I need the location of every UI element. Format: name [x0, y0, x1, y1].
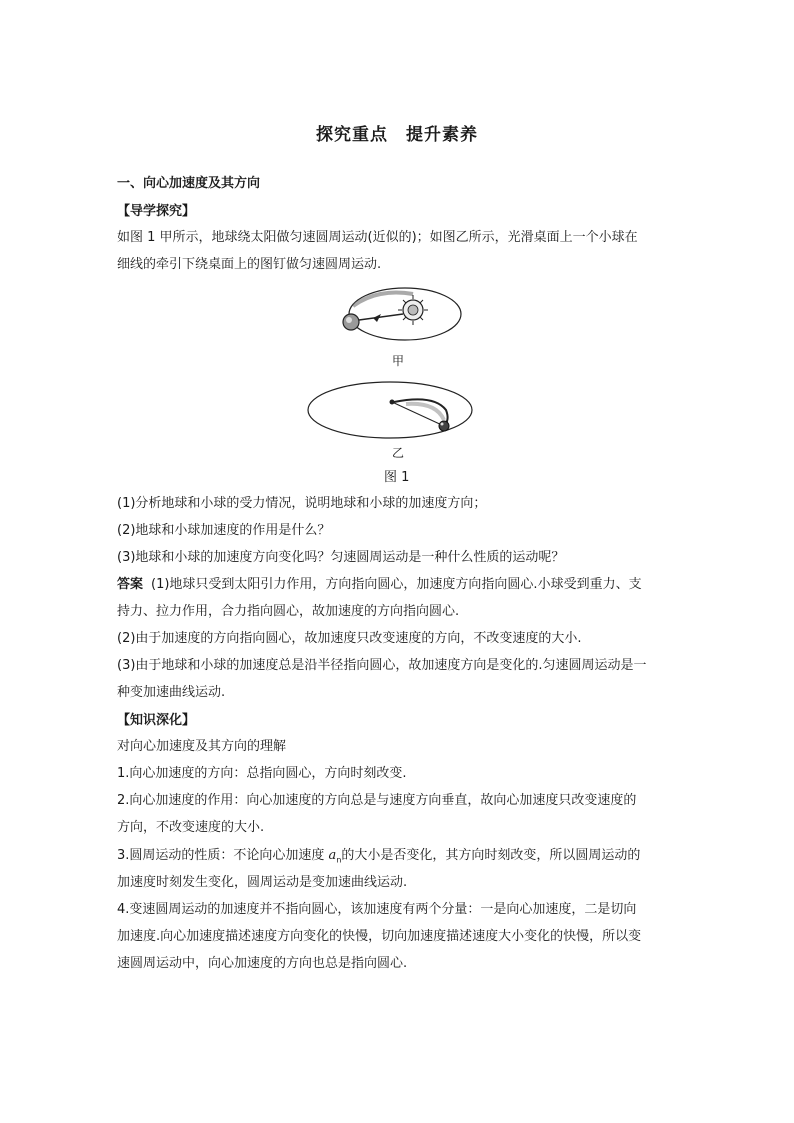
answer-line-2: 持力、拉力作用，合力指向圆心，故加速度的方向指向圆心. — [117, 604, 460, 619]
intro-line-1: 如图 1 甲所示，地球绕太阳做匀速圆周运动(近似的)；如图乙所示，光滑桌面上一个小球在 — [117, 230, 638, 245]
figure-ball-pin — [306, 380, 474, 440]
knowledge-p4-line-3: 速圆周运动中，向心加速度的方向也总是指向圆心. — [117, 956, 408, 971]
answer-text-1: (1)地球只受到太阳引力作用，方向指向圆心，加速度方向指向圆心.小球受到重力、支 — [151, 577, 642, 592]
figure-caption: 图 1 — [384, 470, 410, 485]
sun-icon — [398, 295, 428, 325]
question-1: (1)分析地球和小球的受力情况，说明地球和小球的加速度方向； — [117, 496, 487, 511]
guide-label: 【导学探究】 — [117, 204, 196, 219]
knowledge-p2-line-2: 方向，不改变速度的大小. — [117, 820, 265, 835]
earth-icon — [343, 314, 359, 330]
answer-line-3: (2)由于加速度的方向指向圆心，故加速度只改变速度的方向，不改变速度的大小. — [117, 631, 582, 646]
answer-line-1 — [117, 577, 687, 593]
knowledge-label: 【知识深化】 — [117, 713, 196, 728]
answer-line-4: (3)由于地球和小球的加速度总是沿半径指向圆心，故加速度方向是变化的.匀速圆周运动是一 — [117, 658, 647, 673]
intro-line-2: 细线的牵引下绕桌面上的图钉做匀速圆周运动. — [117, 257, 382, 272]
figure-label-a: 甲 — [392, 354, 405, 368]
knowledge-p1: 1.向心加速度的方向：总指向圆心，方向时刻改变. — [117, 766, 407, 781]
knowledge-p4-line-1: 4.变速圆周运动的加速度并不指向圆心，该加速度有两个分量：一是向心加速度，二是切向 — [117, 902, 637, 917]
variable-a: a — [328, 848, 337, 863]
figure-earth-sun — [333, 284, 463, 346]
variable-subscript: n — [336, 855, 342, 865]
knowledge-p3-line-1 — [117, 848, 687, 869]
ball-icon — [439, 421, 449, 431]
knowledge-p3-text-b: 的大小是否变化，其方向时刻改变，所以圆周运动的 — [341, 848, 641, 863]
knowledge-p3-text-a: 3.圆周运动的性质：不论向心加速度 — [117, 848, 329, 863]
knowledge-subtitle: 对向心加速度及其方向的理解 — [117, 739, 287, 754]
answer-line-5: 种变加速曲线运动. — [117, 685, 226, 700]
knowledge-p4-line-2: 加速度.向心加速度描述速度方向变化的快慢，切向加速度描述速度大小变化的快慢，所以变 — [117, 929, 642, 944]
question-3: (3)地球和小球的加速度方向变化吗？匀速圆周运动是一种什么性质的运动呢？ — [117, 550, 565, 565]
page-title: 探究重点 提升素养 — [316, 125, 478, 145]
figure-label-b: 乙 — [392, 446, 405, 460]
question-2: (2)地球和小球加速度的作用是什么？ — [117, 523, 331, 538]
knowledge-p2-line-1: 2.向心加速度的作用：向心加速度的方向总是与速度方向垂直，故向心加速度只改变速度的 — [117, 793, 637, 808]
section-heading: 一、向心加速度及其方向 — [117, 176, 261, 191]
answer-label: 答案 — [117, 577, 144, 592]
pin-icon — [390, 400, 395, 405]
knowledge-p3-line-2: 加速度时刻发生变化，圆周运动是变加速曲线运动. — [117, 875, 408, 890]
